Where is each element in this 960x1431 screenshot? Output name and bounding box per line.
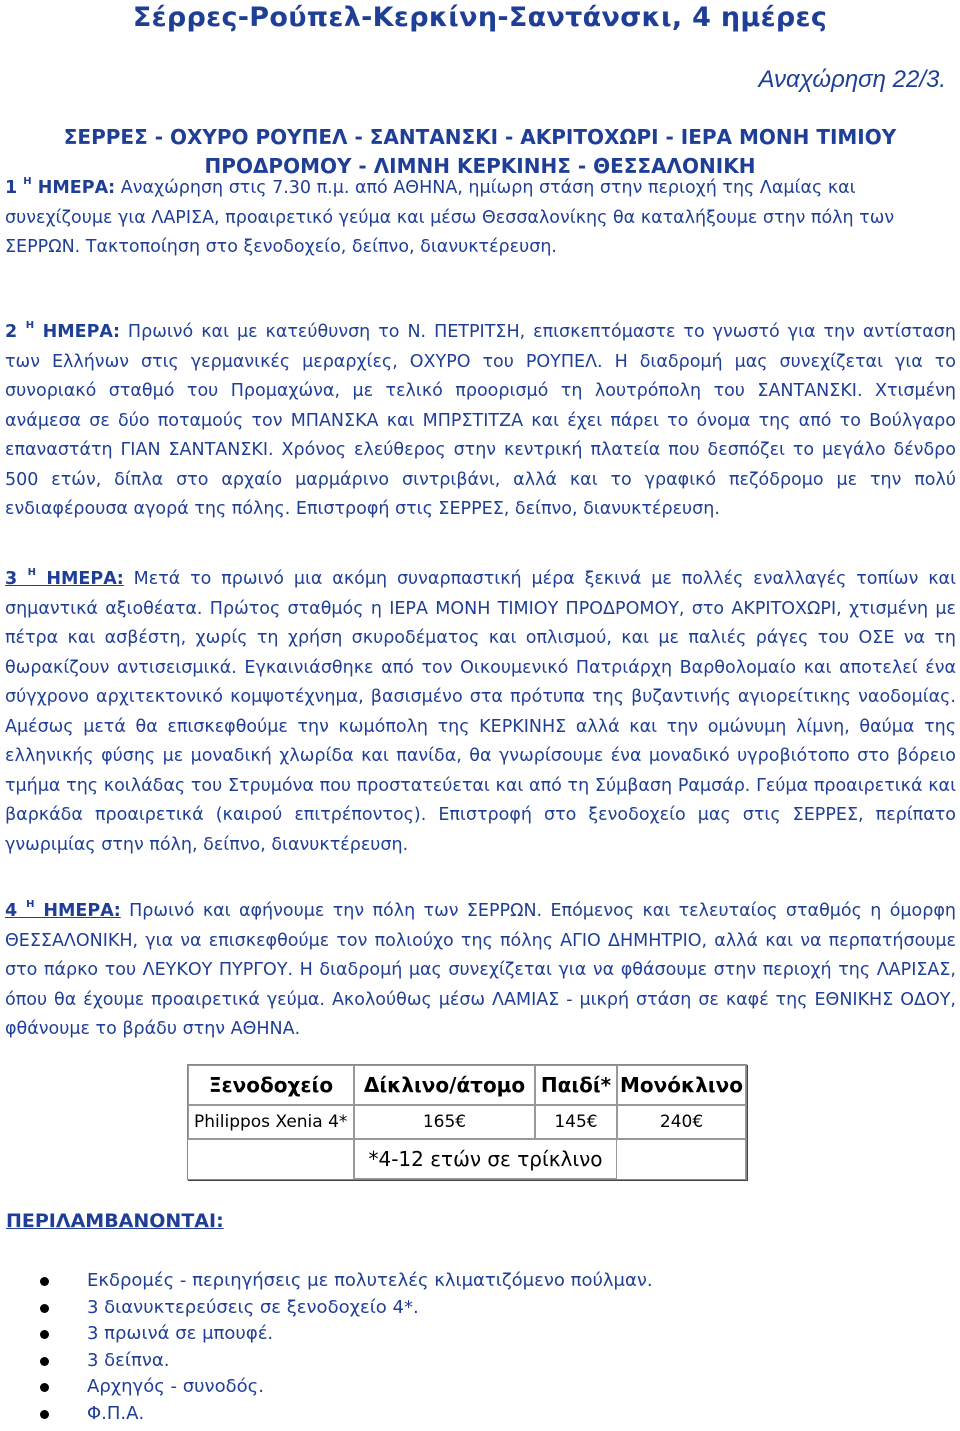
bullet-icon bbox=[40, 1277, 49, 1286]
list-item-text: 3 πρωινά σε μπουφέ. bbox=[87, 1323, 274, 1344]
header-hotel: Ξενοδοχείο bbox=[188, 1065, 354, 1105]
day-2-label: ΗΜΕΡΑ: bbox=[42, 322, 120, 342]
day-4-heading bbox=[5, 901, 121, 921]
day-2-sup: Η bbox=[25, 320, 35, 331]
cell-hotel-name: Philippos Xenia 4* bbox=[188, 1105, 354, 1139]
day-3-text: Μετά το πρωινό μια ακόμη συναρπαστική μέρα ξεκινά με πολλές εναλλαγές τοπίων και σημαντικά αξιοθέατα. Πρώτος σταθμός η ΙΕΡΑ ΜΟΝΗ ΤΙΜΙΟΥ ΠΡΟΔΡΟΜΟΥ, στο ΑΚΡΙΤΟΧΩΡΙ, χτισμένη με πέτρα και ασβέστη, χωρίς τη χρήση σκυροδέματος και οπλισμού, και με παλιές ράγες του ΟΣΕ να τη θωρακίζουν αντισεισμικά. Εγκαινιάσθηκε από τον Οικουμενικό Πατριάρχη Βαρθολομαίο και αποτελεί ένα σύγχρονο αρχιτεκτονικό κομψοτέχνημα, βασισμένο στα πρότυπα της βυζαντινής αγιορείτικης ναοδομίας. Αμέσως μετά θα επισκεφθούμε την κωμόπολη της ΚΕΡΚΙΝΗΣ αλλά και την ομώνυμη λίμνη, θαύμα της ελληνικής φύσης με μοναδική χλωρίδα και πανίδα, θα γνωρίσουμε ένα μοναδικό υγροβιότοπο στο βόρειο τμήμα της κοιλάδας του Στρυμόνα που προστατεύεται και από τη Σύμβαση Ραμσάρ. Γεύμα προαιρετικά και βαρκάδα προαιρετικά (καιρού επιτρέποντος). Επιστροφή στο ξενοδοχείο μας στις ΣΕΡΡΕΣ, περίπατο γνωριμίας στην πόλη, δείπνο, διανυκτέρευση. bbox=[5, 569, 956, 855]
day-4-paragraph bbox=[5, 897, 956, 1045]
day-3-number: 3 bbox=[5, 569, 18, 589]
day-2-heading bbox=[5, 322, 120, 342]
day-1-number: 1 bbox=[5, 178, 18, 198]
day-4-number: 4 bbox=[5, 901, 18, 921]
price-table-header-row bbox=[188, 1065, 746, 1105]
bullet-icon bbox=[40, 1410, 49, 1419]
day-4-label: ΗΜΕΡΑ: bbox=[43, 901, 121, 921]
day-1-heading bbox=[5, 178, 115, 198]
list-item-text: Αρχηγός - συνοδός. bbox=[87, 1376, 264, 1397]
child-age-note: *4-12 ετών σε τρίκλινο bbox=[354, 1139, 617, 1179]
day-1-paragraph bbox=[5, 174, 956, 263]
includes-title: ΠΕΡΙΛΑΜΒΑΝΟΝΤΑΙ: bbox=[6, 1210, 224, 1232]
day-1-text: Αναχώρηση στις 7.30 π.μ. από ΑΘΗΝΑ, ημίωρη στάση στην περιοχή της Λαμίας και συνεχίζουμε για ΛΑΡΙΣΑ, προαιρετικό γεύμα και μέσω Θεσσαλονίκης θα καταλήξουμε στην πόλη των ΣΕΡΡΩΝ. Τακτοποίηση στο ξενοδοχείο, δείπνο, διανυκτέρευση. bbox=[5, 178, 895, 257]
list-item-text: Εκδρομές - περιηγήσεις με πολυτελές κλιματιζόμενο πούλμαν. bbox=[87, 1270, 653, 1291]
price-table-note-row bbox=[188, 1139, 746, 1179]
price-table bbox=[187, 1064, 747, 1180]
day-1-label: ΗΜΕΡΑ: bbox=[37, 178, 116, 198]
departure-date: Αναχώρηση 22/3. bbox=[758, 66, 946, 93]
list-item bbox=[0, 1348, 653, 1375]
header-child: Παιδί* bbox=[535, 1065, 617, 1105]
day-3-paragraph bbox=[5, 565, 956, 860]
list-item bbox=[0, 1401, 653, 1428]
list-item-text: 3 δείπνα. bbox=[87, 1349, 170, 1371]
day-3-heading bbox=[5, 569, 124, 589]
bullet-icon bbox=[40, 1357, 49, 1366]
bullet-icon bbox=[40, 1383, 49, 1392]
day-4-text: Πρωινό και αφήνουμε την πόλη των ΣΕΡΡΩΝ. Επόμενος και τελευταίος σταθμός η όμορφη ΘΕΣΣΑΛΟΝΙΚΗ, για να επισκεφθούμε τον πολιούχο της πόλης ΑΓΙΟ ΔΗΜΗΤΡΙΟ, αλλά και να περπατήσουμε στο πάρκο του ΛΕΥΚΟΥ ΠΥΡΓΟΥ. Η διαδρομή μας συνεχίζεται για να φθάσουμε στην περιοχή της ΛΑΡΙΣΑΣ, όπου θα έχουμε προαιρετικά γεύμα. Ακολούθως μέσω ΛΑΜΙΑΣ - μικρή στάση σε καφέ της ΕΘΝΙΚΗΣ ΟΔΟΥ, φθάνουμε το βράδυ στην ΑΘΗΝΑ. bbox=[5, 901, 957, 1039]
bullet-icon bbox=[40, 1304, 49, 1313]
day-2-text: Πρωινό και με κατεύθυνση το Ν. ΠΕΤΡΙΤΣΗ, επισκεπτόμαστε το γνωστό για την αντίσταση των Ελλήνων στις γερμανικές μεραρχίες, ΟΧΥΡΟ του ΡΟΥΠΕΛ. Η διαδρομή μας συνεχίζεται για το συνοριακό σταθμό του Προμαχώνα, με τελικό προορισμό τη λουτρόπολη του ΣΑΝΤΑΝΣΚΙ. Χτισμένη ανάμεσα σε δύο ποταμούς τον ΜΠΑΝΣΚΑ και ΜΠΡΣΤΙΤΖΑ και έχει πάρει το όνομα της από το Βούλγαρο επαναστάτη ΓΙΑΝ ΣΑΝΤΑΝΣΚΙ. Χρόνος ελεύθερος στην κεντρική πλατεία που δεσπόζει το μεγάλο δένδρο 500 ετών, δίπλα στο αρχαίο μαρμάρινο σιντριβάνι, αλλά και το γραφικό πεζόδρομο με την πολύ ενδιαφέρουσα αγορά της πόλης. Επιστροφή στις ΣΕΡΡΕΣ, δείπνο, διανυκτέρευση. bbox=[5, 322, 956, 519]
route-line-2: ΠΡΟΔΡΟΜΟΥ - ΛΙΜΝΗ ΚΕΡΚΙΝΗΣ - ΘΕΣΣΑΛΟΝΙΚΗ bbox=[204, 154, 756, 178]
list-item-text: 3 διανυκτερεύσεις σε ξενοδοχείο 4*. bbox=[87, 1296, 419, 1318]
day-4-sup: Η bbox=[26, 899, 35, 910]
list-item-text: Φ.Π.Α. bbox=[87, 1402, 145, 1424]
day-1-sup: Η bbox=[23, 176, 32, 187]
list-item bbox=[0, 1374, 653, 1401]
price-table-row bbox=[188, 1105, 746, 1139]
cell-single-price: 240€ bbox=[617, 1105, 746, 1139]
list-item bbox=[0, 1321, 653, 1348]
page-title: Σέρρες-Ρούπελ-Κερκίνη-Σαντάνσκι, 4 ημέρες bbox=[132, 2, 828, 33]
includes-list bbox=[0, 1268, 653, 1427]
day-3-sup: Η bbox=[27, 567, 36, 578]
list-item bbox=[0, 1268, 653, 1295]
route-heading bbox=[0, 123, 960, 181]
header-double: Δίκλινο/άτομο bbox=[354, 1065, 535, 1105]
day-2-number: 2 bbox=[5, 322, 18, 342]
day-3-label: ΗΜΕΡΑ: bbox=[46, 569, 124, 589]
list-item bbox=[0, 1295, 653, 1322]
note-blank-cell-2 bbox=[617, 1139, 746, 1179]
note-blank-cell bbox=[188, 1139, 354, 1179]
cell-double-price: 165€ bbox=[354, 1105, 535, 1139]
header-single: Μονόκλινο bbox=[617, 1065, 746, 1105]
cell-child-price: 145€ bbox=[535, 1105, 617, 1139]
bullet-icon bbox=[40, 1330, 49, 1339]
day-2-paragraph bbox=[5, 318, 956, 525]
route-line-1: ΣΕΡΡΕΣ - ΟΧΥΡΟ ΡΟΥΠΕΛ - ΣΑΝΤΑΝΣΚΙ - ΑΚΡΙΤΟΧΩΡΙ - ΙΕΡΑ ΜΟΝΗ ΤΙΜΙΟΥ bbox=[63, 125, 897, 149]
